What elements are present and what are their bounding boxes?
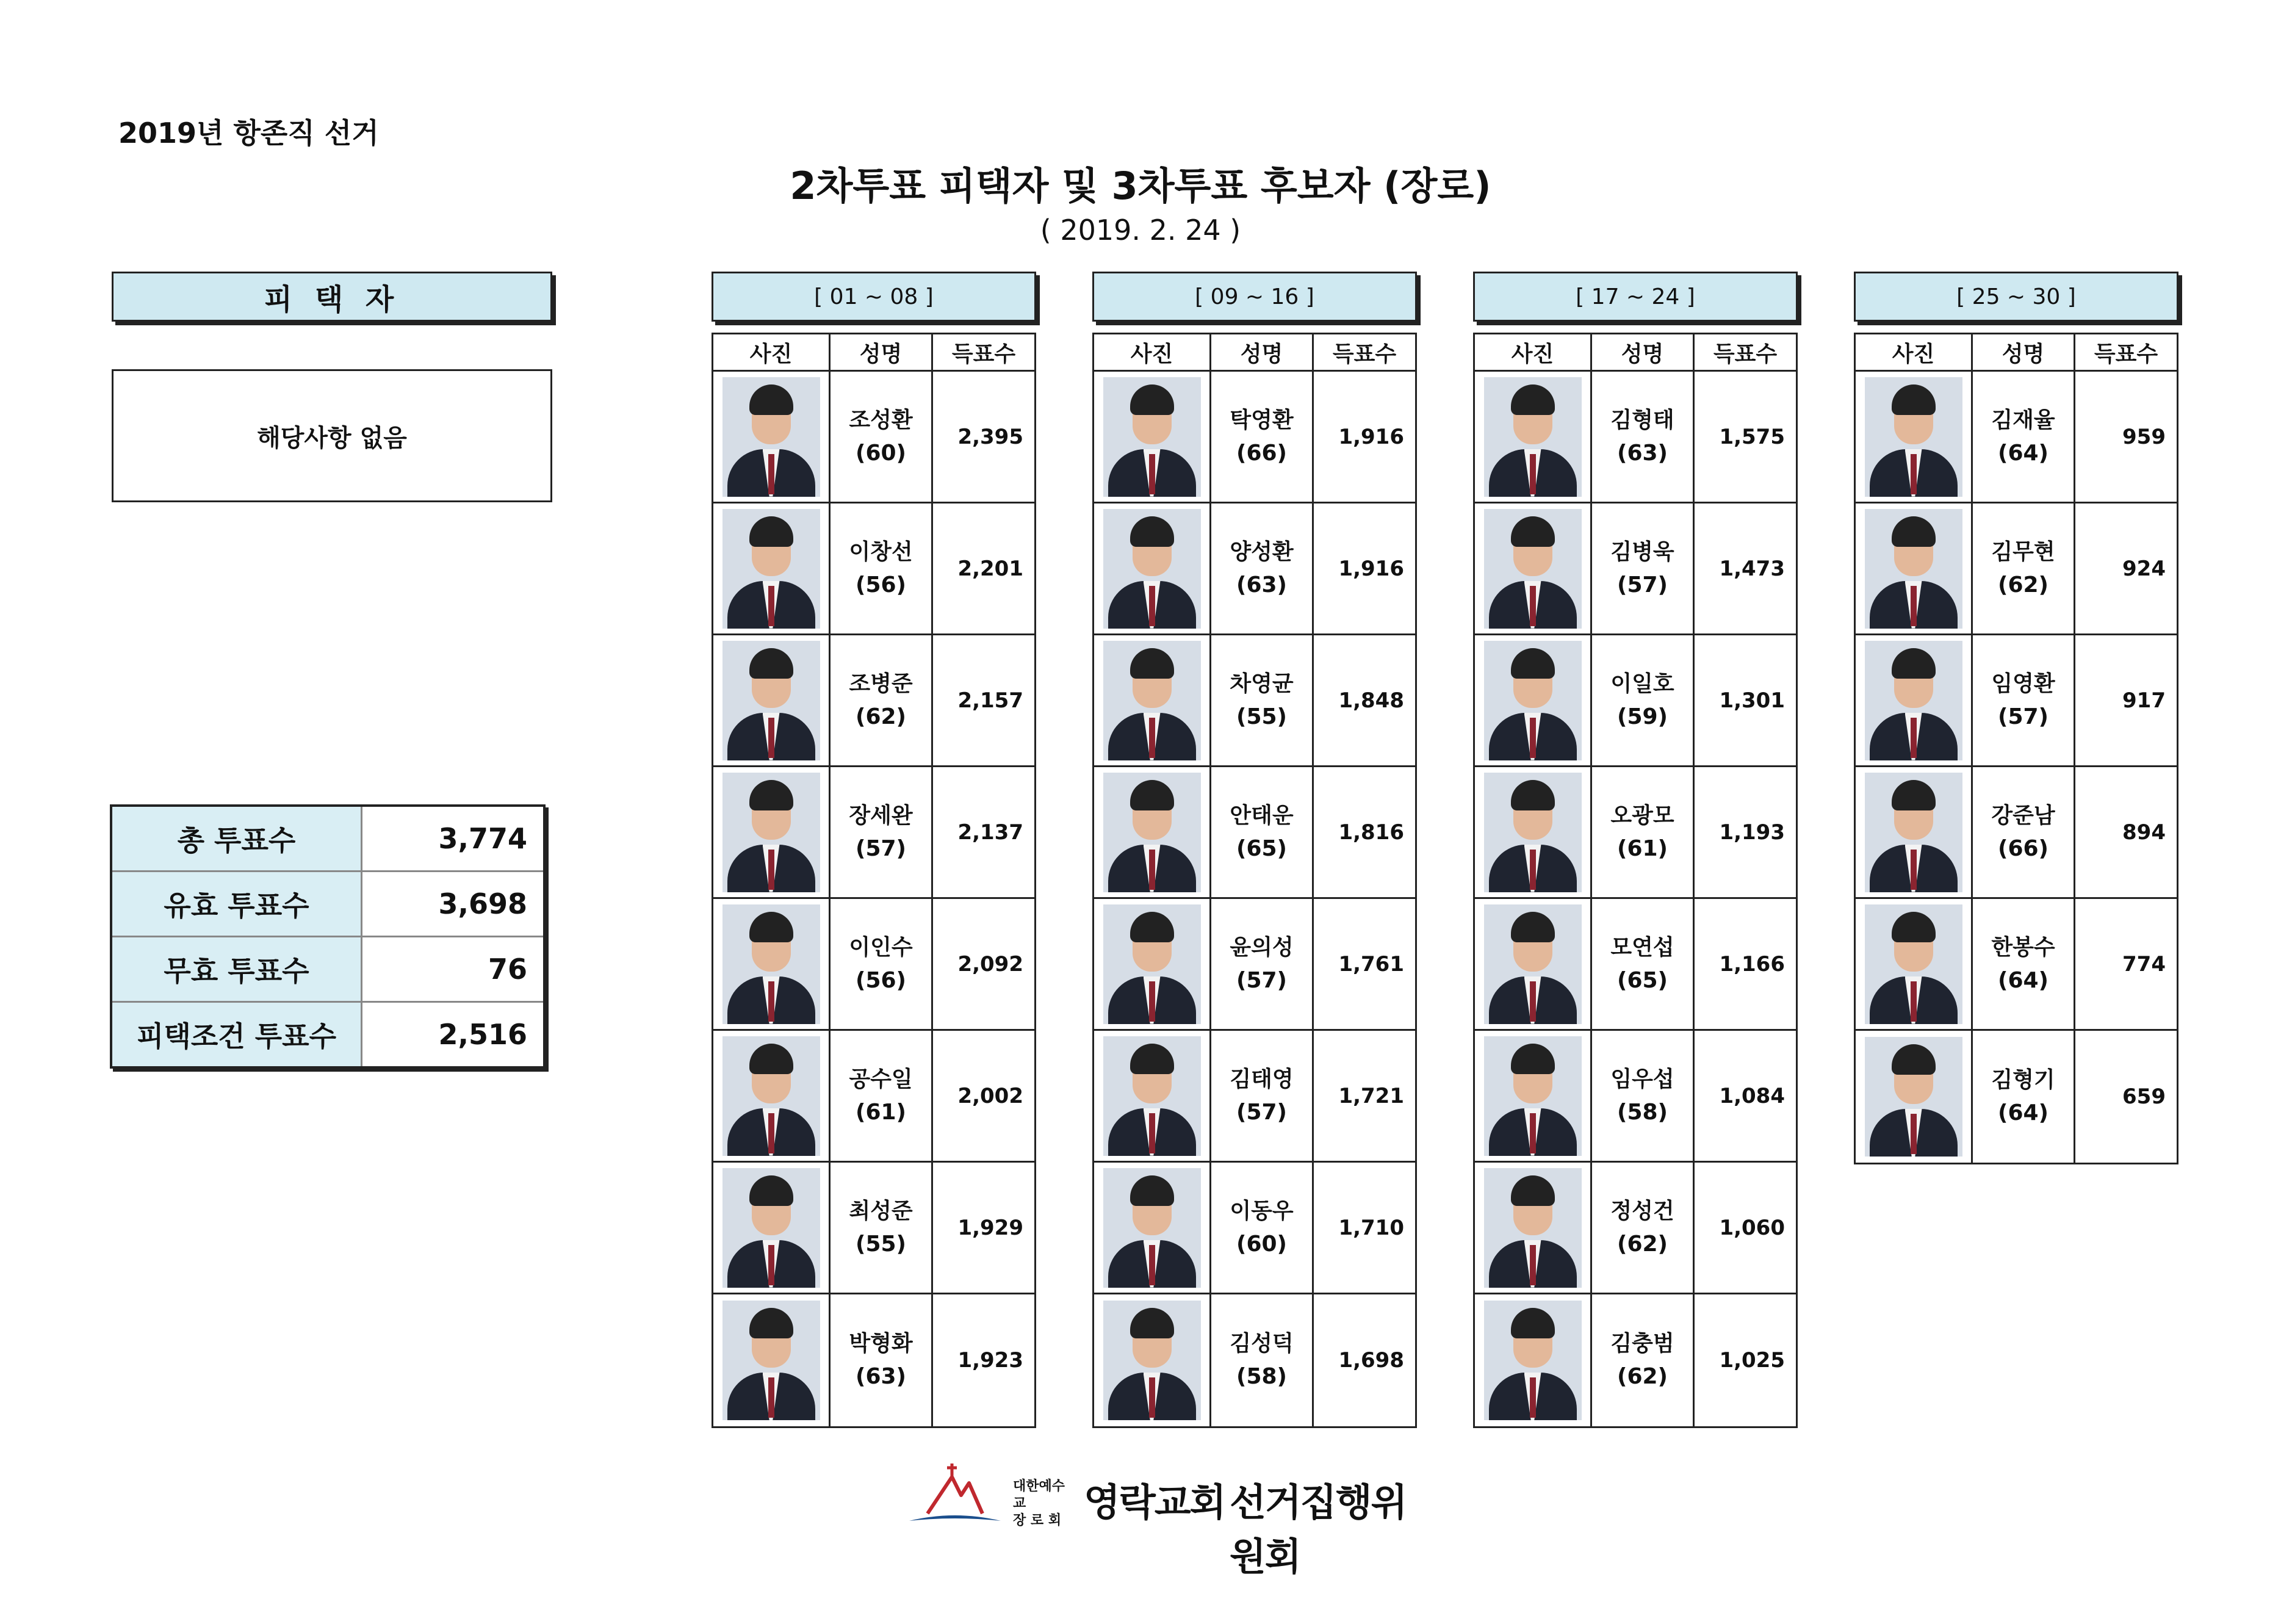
- candidate-votes: 2,395: [957, 424, 1023, 449]
- person-portrait-icon: [1865, 509, 1962, 629]
- table-header-row: [1856, 334, 2177, 372]
- page-title: 2차투표 피택자 및 3차투표 후보자 (장로): [790, 164, 1491, 208]
- stat-value: 3,698: [362, 872, 543, 936]
- candidate-age: (60): [1236, 1231, 1287, 1257]
- header-photo: 사진: [1856, 334, 1973, 370]
- name-cell: [831, 1294, 933, 1426]
- candidate-name: 김형기: [1991, 1067, 2055, 1092]
- name-cell: [831, 372, 933, 502]
- candidate-votes: 924: [2122, 556, 2166, 581]
- person-portrait-icon: [1103, 1036, 1201, 1156]
- table-header-row: [1094, 334, 1415, 372]
- photo-cell: [1475, 1163, 1592, 1293]
- column-range-heading: [ 09 ~ 16 ]: [1092, 272, 1417, 322]
- name-cell: [1592, 1163, 1695, 1293]
- candidate-age: (62): [1997, 572, 2049, 597]
- candidate-age: (58): [1236, 1364, 1287, 1389]
- candidate-votes: 894: [2122, 820, 2166, 845]
- person-portrait-icon: [1103, 641, 1201, 760]
- photo-cell: [1094, 1163, 1211, 1293]
- candidate-name: 한봉수: [1991, 934, 2055, 960]
- name-cell: [1592, 899, 1695, 1029]
- candidate-name: 탁영환: [1230, 407, 1294, 433]
- name-cell: [1592, 1294, 1695, 1426]
- candidate-age: (58): [1616, 1099, 1668, 1125]
- footer-denomination-line2: 장 로 회: [1013, 1513, 1062, 1528]
- candidate-votes: 2,002: [957, 1083, 1023, 1108]
- photo-cell: [713, 767, 831, 897]
- table-row: [1856, 899, 2177, 1031]
- person-portrait-icon: [1484, 641, 1582, 760]
- photo-cell: [1094, 1294, 1211, 1426]
- name-cell: [1211, 899, 1314, 1029]
- photo-cell: [1475, 1294, 1592, 1426]
- photo-cell: [1856, 635, 1973, 765]
- candidate-age: (60): [855, 440, 906, 466]
- person-portrait-icon: [722, 509, 820, 629]
- footer-denomination: [1013, 1478, 1074, 1529]
- header-photo: 사진: [713, 334, 831, 370]
- candidate-age: (65): [1616, 967, 1668, 993]
- candidate-table: [1473, 333, 1798, 1428]
- candidate-name: 김태영: [1230, 1066, 1294, 1092]
- candidate-table: [1854, 333, 2178, 1164]
- photo-cell: [713, 1163, 831, 1293]
- header-photo: 사진: [1475, 334, 1592, 370]
- table-row: [1856, 767, 2177, 899]
- table-row: [1856, 372, 2177, 503]
- footer-denomination-line1: 대한예수교: [1013, 1479, 1065, 1511]
- photo-cell: [1094, 899, 1211, 1029]
- candidate-votes: 1,084: [1719, 1083, 1785, 1108]
- candidate-votes: 1,721: [1338, 1083, 1404, 1108]
- person-portrait-icon: [1865, 641, 1962, 760]
- table-row: [1094, 899, 1415, 1031]
- candidate-votes: 2,201: [957, 556, 1023, 581]
- stat-row: [112, 807, 543, 872]
- candidate-column: [1473, 272, 1798, 1389]
- candidate-table: [712, 333, 1036, 1428]
- candidate-votes: 1,916: [1338, 556, 1404, 581]
- table-row: [1475, 503, 1796, 635]
- person-portrait-icon: [722, 377, 820, 497]
- photo-cell: [713, 1294, 831, 1426]
- name-cell: [831, 1031, 933, 1161]
- header-votes: 득표수: [2094, 341, 2158, 367]
- person-portrait-icon: [1103, 773, 1201, 892]
- name-cell: [1592, 372, 1695, 502]
- table-row: [713, 899, 1034, 1031]
- candidate-age: (56): [855, 572, 906, 597]
- candidate-column: [1854, 272, 2178, 1125]
- candidate-name: 최성준: [849, 1198, 913, 1224]
- photo-cell: [1094, 503, 1211, 633]
- stat-row: [112, 937, 543, 1003]
- table-header-row: [1475, 334, 1796, 372]
- footer: [903, 1460, 1440, 1579]
- candidate-name: 박형화: [849, 1331, 913, 1356]
- vote-stats-table: [110, 804, 546, 1069]
- candidate-name: 임영환: [1991, 671, 2055, 696]
- table-row: [1475, 635, 1796, 767]
- candidate-age: (56): [855, 967, 906, 993]
- candidate-votes: 959: [2122, 424, 2166, 449]
- table-row: [1475, 767, 1796, 899]
- candidate-votes: 1,301: [1719, 688, 1785, 713]
- candidate-column: [712, 272, 1036, 1389]
- photo-cell: [713, 899, 831, 1029]
- candidate-votes: 1,710: [1338, 1215, 1404, 1240]
- person-portrait-icon: [722, 904, 820, 1024]
- candidate-name: 공수일: [849, 1066, 913, 1092]
- candidate-votes: 917: [2122, 688, 2166, 713]
- candidate-name: 김병욱: [1610, 539, 1674, 565]
- table-header-row: [713, 334, 1034, 372]
- table-row: [1094, 1294, 1415, 1426]
- photo-cell: [1856, 1031, 1973, 1163]
- name-cell: [831, 1163, 933, 1293]
- candidate-name: 강준남: [1991, 803, 2055, 828]
- name-cell: [1973, 767, 2075, 897]
- table-row: [1475, 1163, 1796, 1294]
- candidate-age: (57): [1236, 967, 1287, 993]
- candidate-name: 김성덕: [1230, 1331, 1294, 1356]
- photo-cell: [1475, 899, 1592, 1029]
- candidate-name: 양성환: [1230, 539, 1294, 565]
- candidate-name: 오광모: [1610, 803, 1674, 828]
- candidate-age: (66): [1236, 440, 1287, 466]
- header-votes: 득표수: [1332, 341, 1397, 367]
- person-portrait-icon: [1103, 1301, 1201, 1420]
- photo-cell: [1856, 899, 1973, 1029]
- photo-cell: [713, 635, 831, 765]
- candidate-votes: 1,473: [1719, 556, 1785, 581]
- candidate-age: (64): [1997, 1100, 2049, 1125]
- table-row: [1094, 635, 1415, 767]
- candidate-name: 윤의성: [1230, 934, 1294, 960]
- candidate-age: (66): [1997, 835, 2049, 861]
- photo-cell: [1094, 1031, 1211, 1161]
- table-row: [1856, 503, 2177, 635]
- candidate-votes: 2,092: [957, 951, 1023, 976]
- stat-value: 2,516: [362, 1003, 543, 1066]
- column-range-heading: [ 17 ~ 24 ]: [1473, 272, 1798, 322]
- header-votes: 득표수: [951, 341, 1016, 367]
- person-portrait-icon: [1865, 904, 1962, 1024]
- elected-heading: 피 택 자: [112, 272, 552, 322]
- candidate-votes: 1,848: [1338, 688, 1404, 713]
- candidate-name: 이창선: [849, 539, 913, 565]
- name-cell: [1211, 372, 1314, 502]
- stat-value: 3,774: [362, 807, 543, 870]
- person-portrait-icon: [722, 1168, 820, 1288]
- header-name: 성명: [1973, 334, 2075, 370]
- candidate-votes: 2,157: [957, 688, 1023, 713]
- table-row: [1475, 372, 1796, 503]
- footer-committee-name: 선거집행위원회: [1230, 1480, 1407, 1579]
- candidate-name: 김형태: [1610, 407, 1674, 433]
- photo-cell: [1475, 1031, 1592, 1161]
- table-row: [1094, 1163, 1415, 1294]
- table-row: [1856, 635, 2177, 767]
- photo-cell: [1475, 635, 1592, 765]
- candidate-name: 김무현: [1991, 539, 2055, 565]
- candidate-name: 차영균: [1230, 671, 1294, 696]
- candidate-column: [1092, 272, 1417, 1389]
- column-range-heading: [ 01 ~ 08 ]: [712, 272, 1036, 322]
- person-portrait-icon: [722, 773, 820, 892]
- footer-church-name: 영락교회: [1084, 1480, 1225, 1525]
- candidate-age: (59): [1616, 704, 1668, 729]
- candidate-votes: 1,060: [1719, 1215, 1785, 1240]
- name-cell: [1211, 767, 1314, 897]
- candidate-name: 이동우: [1230, 1198, 1294, 1224]
- candidate-name: 이일호: [1610, 671, 1674, 696]
- name-cell: [831, 635, 933, 765]
- photo-cell: [1856, 503, 1973, 633]
- candidate-name: 정성건: [1610, 1198, 1674, 1224]
- table-row: [713, 1031, 1034, 1163]
- photo-cell: [1094, 635, 1211, 765]
- table-row: [713, 767, 1034, 899]
- photo-cell: [1475, 372, 1592, 502]
- candidate-table: [1092, 333, 1417, 1428]
- stat-label: 피택조건 투표수: [112, 1003, 362, 1066]
- person-portrait-icon: [1103, 509, 1201, 629]
- stat-row: [112, 872, 543, 937]
- candidate-name: 장세완: [849, 803, 913, 828]
- candidate-votes: 1,929: [957, 1215, 1023, 1240]
- name-cell: [1973, 635, 2075, 765]
- table-row: [1094, 1031, 1415, 1163]
- person-portrait-icon: [1865, 773, 1962, 892]
- photo-cell: [1094, 767, 1211, 897]
- candidate-votes: 1,698: [1338, 1348, 1404, 1373]
- candidate-votes: 1,916: [1338, 424, 1404, 449]
- name-cell: [831, 899, 933, 1029]
- header-name: 성명: [1211, 334, 1314, 370]
- candidate-age: (57): [1997, 704, 2049, 729]
- candidate-name: 이인수: [849, 934, 913, 960]
- name-cell: [1973, 503, 2075, 633]
- candidate-votes: 774: [2122, 951, 2166, 976]
- table-row: [713, 372, 1034, 503]
- photo-cell: [713, 372, 831, 502]
- header-photo: 사진: [1094, 334, 1211, 370]
- photo-cell: [713, 1031, 831, 1161]
- candidate-age: (62): [1616, 1231, 1668, 1257]
- person-portrait-icon: [1103, 1168, 1201, 1288]
- candidate-age: (61): [855, 1099, 906, 1125]
- stat-label: 무효 투표수: [112, 937, 362, 1001]
- name-cell: [1211, 635, 1314, 765]
- stat-label: 총 투표수: [112, 807, 362, 870]
- photo-cell: [1475, 767, 1592, 897]
- person-portrait-icon: [1484, 509, 1582, 629]
- name-cell: [1211, 503, 1314, 633]
- person-portrait-icon: [722, 641, 820, 760]
- name-cell: [1211, 1294, 1314, 1426]
- column-range-heading: [ 25 ~ 30 ]: [1854, 272, 2178, 322]
- name-cell: [1592, 635, 1695, 765]
- candidate-name: 조성환: [849, 407, 913, 433]
- header-name: 성명: [1592, 334, 1695, 370]
- candidate-age: (63): [1616, 440, 1668, 466]
- candidate-age: (57): [855, 835, 906, 861]
- name-cell: [1211, 1163, 1314, 1293]
- table-row: [1475, 1031, 1796, 1163]
- name-cell: [1592, 503, 1695, 633]
- photo-cell: [1475, 503, 1592, 633]
- candidate-votes: 1,166: [1719, 951, 1785, 976]
- candidate-votes: 659: [2122, 1084, 2166, 1109]
- name-cell: [1592, 767, 1695, 897]
- person-portrait-icon: [1865, 377, 1962, 497]
- table-row: [713, 635, 1034, 767]
- photo-cell: [713, 503, 831, 633]
- name-cell: [831, 503, 933, 633]
- table-row: [1856, 1031, 2177, 1163]
- person-portrait-icon: [1484, 1036, 1582, 1156]
- stat-label: 유효 투표수: [112, 872, 362, 936]
- candidate-age: (64): [1997, 440, 2049, 466]
- candidate-age: (65): [1236, 835, 1287, 861]
- document-label: 2019년 항존직 선거: [118, 117, 379, 150]
- name-cell: [831, 767, 933, 897]
- person-portrait-icon: [1484, 773, 1582, 892]
- table-row: [713, 1294, 1034, 1426]
- candidate-votes: 1,816: [1338, 820, 1404, 845]
- name-cell: [1592, 1031, 1695, 1161]
- person-portrait-icon: [1484, 1301, 1582, 1420]
- table-row: [1475, 1294, 1796, 1426]
- name-cell: [1973, 1031, 2075, 1163]
- church-logo-icon: [903, 1460, 1007, 1527]
- table-row: [713, 503, 1034, 635]
- candidate-name: 조병준: [849, 671, 913, 696]
- candidate-age: (61): [1616, 835, 1668, 861]
- table-row: [1475, 899, 1796, 1031]
- candidate-age: (63): [855, 1364, 906, 1389]
- person-portrait-icon: [722, 1301, 820, 1420]
- person-portrait-icon: [1103, 904, 1201, 1024]
- candidate-age: (64): [1997, 967, 2049, 993]
- candidate-name: 김충범: [1610, 1331, 1674, 1356]
- table-row: [1094, 503, 1415, 635]
- candidate-votes: 1,761: [1338, 951, 1404, 976]
- table-row: [1094, 372, 1415, 503]
- table-row: [713, 1163, 1034, 1294]
- name-cell: [1211, 1031, 1314, 1161]
- candidate-age: (55): [1236, 704, 1287, 729]
- photo-cell: [1856, 767, 1973, 897]
- stat-value: 76: [362, 937, 543, 1001]
- candidate-age: (57): [1616, 572, 1668, 597]
- candidate-votes: 2,137: [957, 820, 1023, 845]
- candidate-age: (62): [855, 704, 906, 729]
- candidate-name: 김재율: [1991, 407, 2055, 433]
- table-row: [1094, 767, 1415, 899]
- stat-row: [112, 1003, 543, 1066]
- person-portrait-icon: [722, 1036, 820, 1156]
- person-portrait-icon: [1484, 1168, 1582, 1288]
- person-portrait-icon: [1484, 904, 1582, 1024]
- page-date: ( 2019. 2. 24 ): [1040, 214, 1241, 247]
- candidate-votes: 1,193: [1719, 820, 1785, 845]
- candidate-name: 모연섭: [1610, 934, 1674, 960]
- header-votes: 득표수: [1713, 341, 1778, 367]
- photo-cell: [1094, 372, 1211, 502]
- candidate-age: (63): [1236, 572, 1287, 597]
- candidate-name: 임우섭: [1610, 1066, 1674, 1092]
- candidate-age: (55): [855, 1231, 906, 1257]
- elected-body: 해당사항 없음: [112, 369, 552, 502]
- header-name: 성명: [831, 334, 933, 370]
- person-portrait-icon: [1484, 377, 1582, 497]
- photo-cell: [1856, 372, 1973, 502]
- candidate-name: 안태운: [1230, 803, 1294, 828]
- candidate-votes: 1,575: [1719, 424, 1785, 449]
- person-portrait-icon: [1103, 377, 1201, 497]
- person-portrait-icon: [1865, 1037, 1962, 1157]
- candidate-votes: 1,025: [1719, 1348, 1785, 1373]
- candidate-age: (62): [1616, 1364, 1668, 1389]
- name-cell: [1973, 899, 2075, 1029]
- name-cell: [1973, 372, 2075, 502]
- candidate-votes: 1,923: [957, 1348, 1023, 1373]
- candidate-age: (57): [1236, 1099, 1287, 1125]
